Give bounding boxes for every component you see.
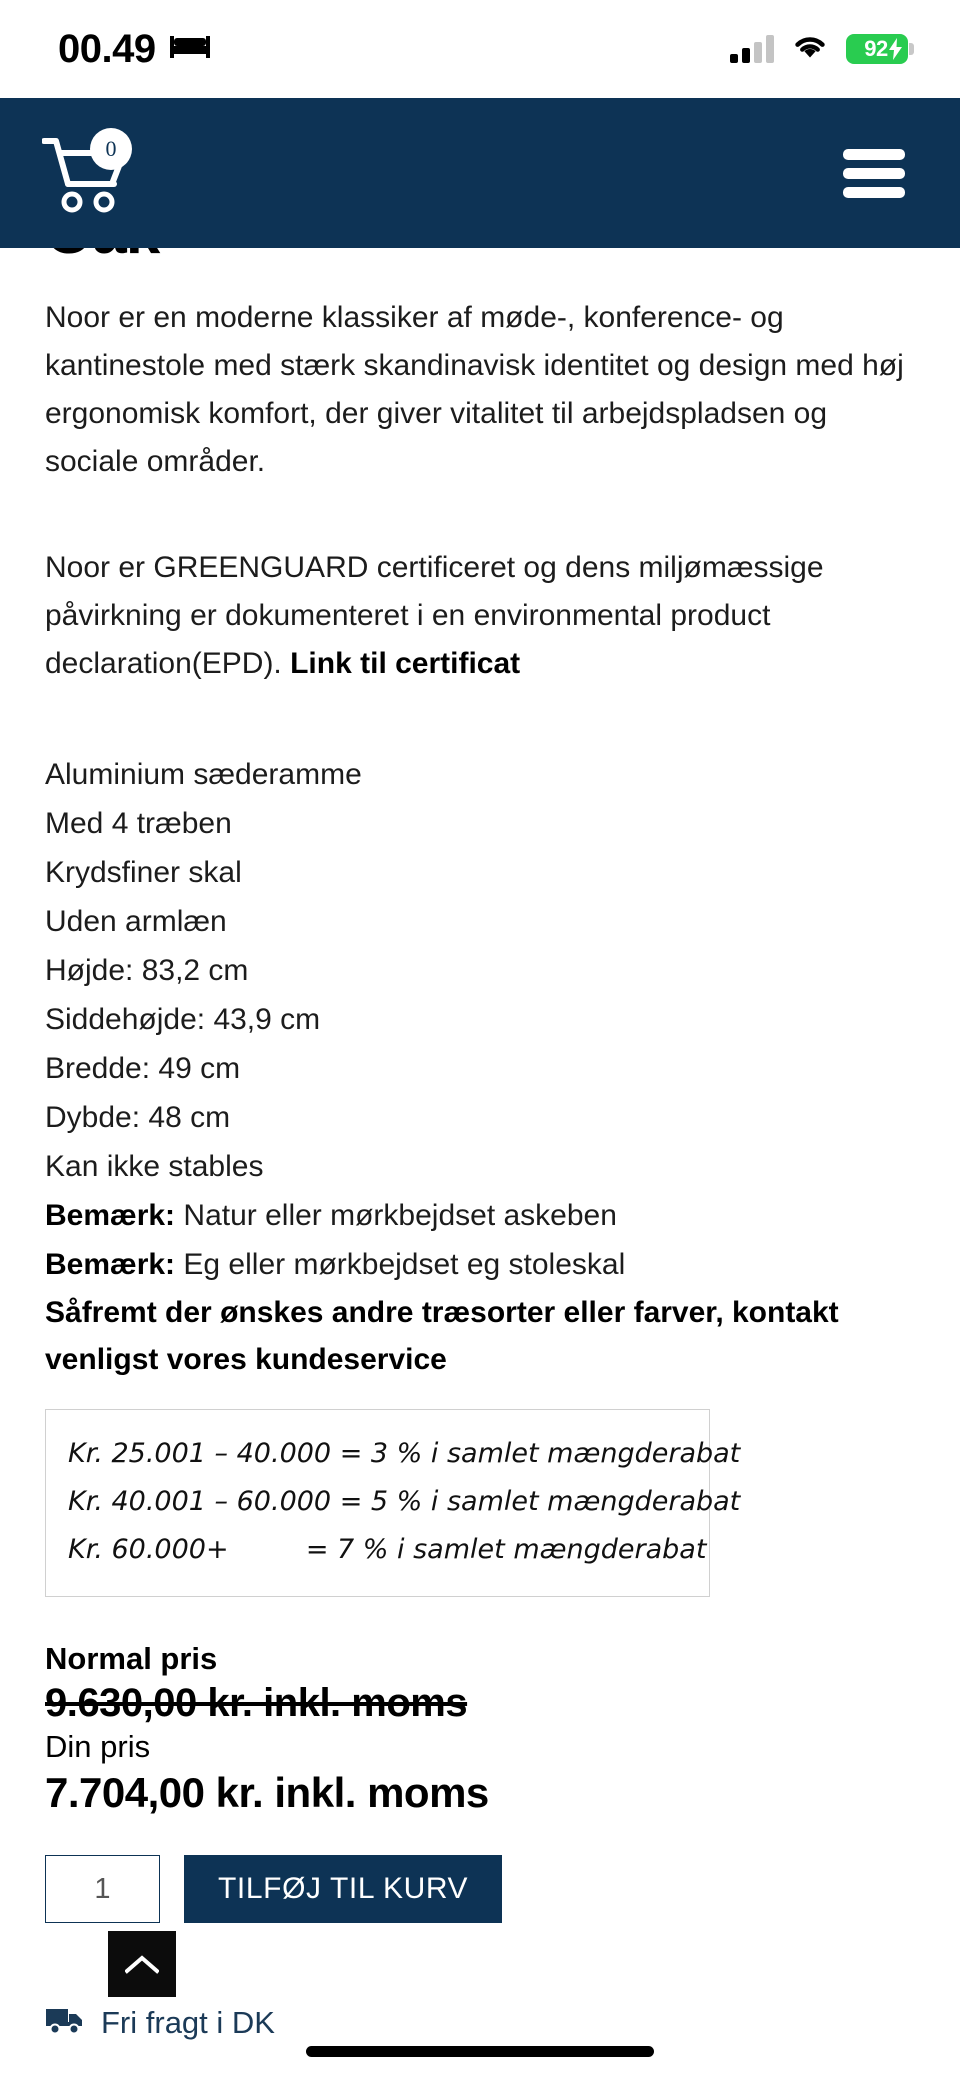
product-description-1: Noor er en moderne klassiker af møde-, konference- og kantinestole med stærk skandinavisk identitet og design med høj ergonomisk komfort, der giver vitalitet til arbejdspladsen og sociale områder. — [45, 301, 904, 478]
spec-item: Dybde: 48 cm — [45, 1101, 231, 1134]
cart-count-badge: 0 — [90, 128, 132, 170]
chevron-up-icon — [125, 1953, 159, 1975]
hamburger-bar — [843, 149, 905, 160]
spec-item: Kan ikke stables — [45, 1150, 264, 1183]
description-2-text: Noor er GREENGUARD certificeret og dens miljømæssige påvirkning er dokumenteret i en environmental product declaration(EPD). — [45, 551, 824, 680]
product-content — [0, 202, 960, 2040]
certificate-link[interactable]: Link til certificat — [290, 647, 521, 680]
note-2-label: Bemærk: — [45, 1248, 176, 1281]
note-1-text: Natur eller mørkbejdset askeben — [175, 1199, 617, 1232]
discount-row: Kr. 25.001 – 40.000 = 3 % i samlet mængderabat — [68, 1438, 741, 1469]
normal-price-value: 9.630,00 kr. inkl. moms — [45, 1681, 468, 1725]
add-to-cart-row — [45, 1855, 915, 1923]
cart-button[interactable] — [42, 132, 134, 214]
shipping-label: Fri fragt i DK — [101, 2005, 275, 2040]
battery-percent-label: 92 — [864, 36, 888, 61]
free-shipping-notice — [45, 2005, 915, 2040]
status-bar-clock: 00.49 — [58, 27, 156, 71]
spec-list — [45, 750, 915, 1383]
hamburger-bar — [843, 187, 905, 198]
spec-item: Siddehøjde: 43,9 cm — [45, 1003, 321, 1036]
note-item-1 — [45, 1191, 915, 1240]
cellular-signal-icon — [730, 35, 774, 63]
your-price-label: Din pris — [45, 1729, 151, 1764]
quantity-discount-box — [45, 1409, 741, 1597]
spec-item: Aluminium sæderamme — [45, 758, 362, 791]
scroll-to-top-button[interactable] — [108, 1931, 176, 1997]
site-header — [0, 98, 960, 248]
note-1-label: Bemærk: — [45, 1199, 176, 1232]
discount-row: Kr. 40.001 – 60.000 = 5 % i samlet mængderabat — [68, 1486, 741, 1517]
quantity-input[interactable] — [45, 1855, 160, 1923]
status-bar-left — [58, 29, 210, 69]
wifi-icon — [792, 33, 828, 65]
status-bar — [0, 0, 960, 98]
add-to-cart-button[interactable]: TILFØJ TIL KURV — [184, 1855, 502, 1923]
note-item-2 — [45, 1240, 915, 1289]
spec-item: Med 4 træben — [45, 807, 232, 840]
hamburger-menu-icon[interactable] — [843, 149, 905, 198]
normal-price-label: Normal pris — [45, 1641, 218, 1676]
spec-item: Bredde: 49 cm — [45, 1052, 241, 1085]
home-indicator — [306, 2046, 654, 2057]
delivery-truck-icon — [45, 2005, 87, 2040]
hamburger-bar — [843, 168, 905, 179]
spec-item: Højde: 83,2 cm — [45, 954, 249, 987]
note-2-text: Eg eller mørkbejdset eg stoleskal — [175, 1248, 626, 1281]
spec-item: Krydsfiner skal — [45, 856, 242, 889]
spec-item: Uden armlæn — [45, 905, 227, 938]
discount-row: Kr. 60.000+ = 7 % i samlet mængderabat — [68, 1534, 707, 1565]
lightning-bolt-icon — [889, 38, 903, 65]
bed-icon — [170, 34, 210, 65]
battery-indicator — [846, 34, 908, 64]
your-price-value: 7.704,00 kr. inkl. moms — [45, 1769, 489, 1816]
pricing-block — [45, 1639, 915, 1819]
status-bar-right — [730, 33, 908, 65]
product-description-2 — [45, 544, 915, 688]
contact-service-note: Såfremt der ønskes andre træsorter eller farver, kontakt venligst vores kundeservice — [45, 1296, 839, 1376]
